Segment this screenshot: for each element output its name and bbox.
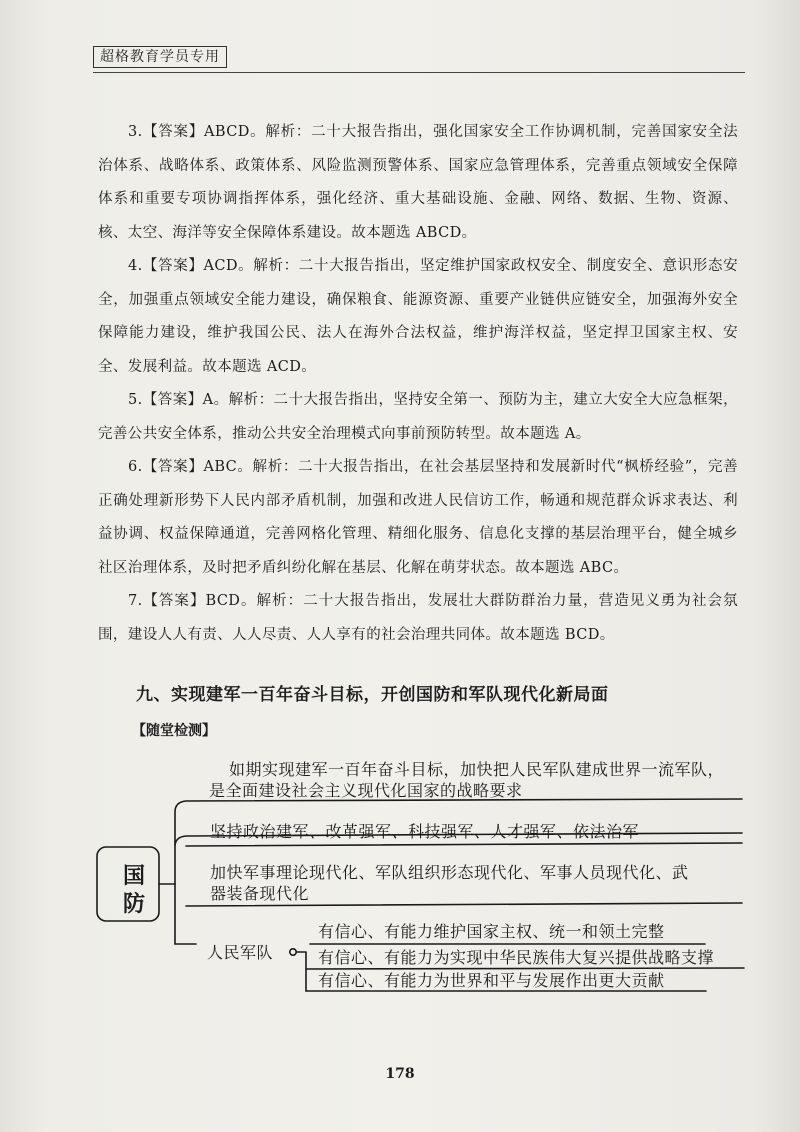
answer-4: 4.【答案】ACD。解析：二十大报告指出，坚定维护国家政权安全、制度安全、意识形态安全，加强重点领域安全能力建设，确保粮食、能源资源、重要产业链供应链安全，加强海外安全保障能力建设，维护我国公民、法人在海外合法权益，维护海洋权益，坚定捍卫国家主权、安全、发展利益。故本题选 ACD。: [98, 258, 738, 375]
practice-tag: 【随堂检测】: [132, 723, 216, 739]
answer-5: 5.【答案】A。解析：二十大报告指出，坚持安全第一、预防为主，建立大安全大应急框架，完善公共安全体系，推动公共安全治理模式向事前预防转型。故本题选 A。: [98, 392, 738, 442]
answers-block: [98, 116, 738, 652]
mindmap-sub-3: 有信心、有能力为世界和平与发展作出更大贡献: [318, 971, 665, 990]
mindmap-branch-2-line1: 加快军事理论现代化、军队组织形态现代化、军事人员现代化、武: [210, 863, 689, 882]
section-title: 九、实现建军一百年奋斗目标，开创国防和军队现代化新局面: [136, 685, 609, 705]
answer-7: 7.【答案】BCD。解析：二十大报告指出，发展壮大群防群治力量，营造见义勇为社会氛围，建设人人有责、人人尽责、人人享有的社会治理共同体。故本题选 BCD。: [98, 593, 738, 643]
mindmap-intro-line2: 是全面建设社会主义现代化国家的战略要求: [209, 781, 523, 800]
answer-3: 3.【答案】ABCD。解析：二十大报告指出，强化国家安全工作协调机制，完善国家安全法治体系、战略体系、政策体系、风险监测预警体系、国家应急管理体系，完善重点领域安全保障体系和重要专项协调指挥体系，强化经济、重大基础设施、金融、网络、数据、生物、资源、核、太空、海洋等安全保障体系建设。故本题选 ABCD。: [98, 124, 738, 241]
page-number: 178: [385, 1066, 415, 1082]
mindmap-branch-2-line2: 器装备现代化: [210, 884, 310, 903]
sub-connector: [297, 952, 306, 991]
header-rule: [93, 72, 745, 73]
root-label-fang: 防: [122, 892, 145, 917]
sub2-under: [306, 968, 744, 969]
mindmap-branch-1: 坚持政治建军、改革强军、科技强军、人才强军、依法治军: [210, 822, 640, 841]
branch3-node: [290, 949, 296, 955]
answer-6: 6.【答案】ABC。解析：二十大报告指出，在社会基层坚持和发展新时代“枫桥经验”，完善正确处理新形势下人民内部矛盾机制，加强和改进人民信访工作，畅通和规范群众诉求表达、利益协调、权益保障通道，完善网格化管理、精细化服务、信息化支撑的基层治理平台，健全城乡社区治理体系，及时把矛盾纠纷化解在基层、化解在萌芽状态。故本题选 ABC。: [98, 459, 738, 576]
mindmap-intro-line1: 如期实现建军一百年奋斗目标，加快把人民军队建成世界一流军队，: [229, 760, 725, 779]
mindmap-sub-2: 有信心、有能力为实现中华民族伟大复兴提供战略支撑: [318, 948, 715, 967]
root-label-guo: 国: [122, 864, 145, 889]
mindmap-sub-1: 有信心、有能力维护国家主权、统一和领土完整: [318, 922, 665, 941]
branch1-under: [186, 843, 742, 846]
mindmap-branch-3-label: 人民军队: [207, 943, 274, 962]
header-tag: 超格教育学员专用: [93, 46, 227, 68]
